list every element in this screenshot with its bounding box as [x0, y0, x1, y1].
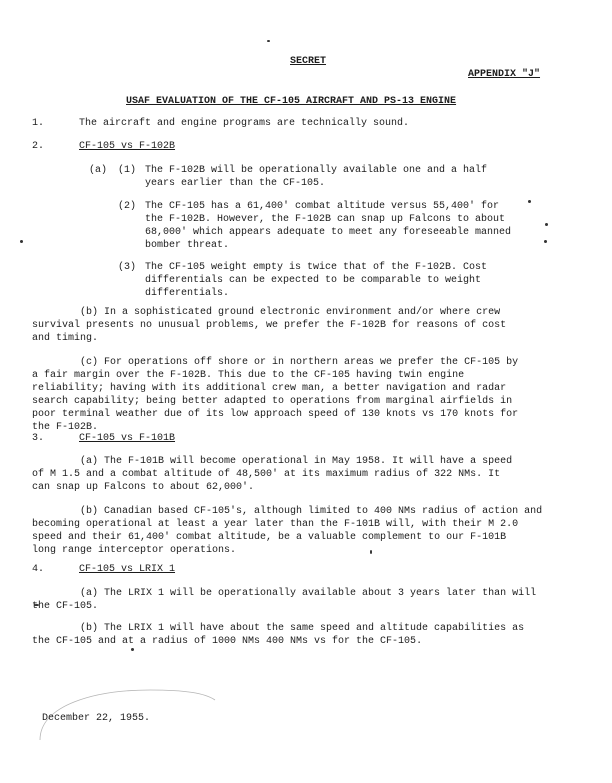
section-4-heading: CF-105 vs LRIX 1: [79, 564, 176, 575]
item-line: years earlier than the CF-105.: [145, 178, 326, 189]
section-2-heading: CF-105 vs F-102B: [79, 141, 176, 152]
section-2-number: 2.: [32, 141, 45, 152]
section-1-text: The aircraft and engine programs are technically sound.: [79, 118, 410, 129]
section-3-number: 3.: [32, 433, 45, 444]
speck: [528, 200, 531, 203]
item-line: 68,000' which appears adequate to meet any foreseeable manned: [145, 227, 512, 238]
item-line: bomber threat.: [145, 240, 230, 251]
paragraph-line: search capability; being better adapted to operations from marginal airfields in: [32, 396, 513, 407]
item-line: The CF-105 has a 61,400' combat altitude versus 55,400' for: [145, 201, 500, 212]
paragraph-line: long range interceptor operations.: [32, 545, 237, 556]
paragraph-line: can snap up Falcons to about 62,000'.: [32, 482, 255, 493]
speck: [267, 40, 270, 42]
paragraph-line: the CF-105.: [32, 601, 99, 612]
paragraph-line: poor terminal weather due of its low approach speed of 130 knots vs 170 knots for: [32, 409, 519, 420]
paragraph-line: the F-102B.: [32, 422, 99, 433]
paragraph-line: becoming operational at least a year later than the F-101B will, with their M 2.0: [32, 519, 519, 530]
section-1-number: 1.: [32, 118, 45, 129]
section-4-number: 4.: [32, 564, 45, 575]
paragraph-line: of M 1.5 and a combat altitude of 48,500' at its maximum radius of 322 NMs. It: [32, 469, 501, 480]
section-3-heading: CF-105 vs F-101B: [79, 433, 176, 444]
speck: [544, 240, 547, 243]
paragraph-line: and timing.: [32, 333, 99, 344]
paragraph-line: (a) The F-101B will become operational in May 1958. It will have a speed: [80, 456, 513, 467]
appendix-label: APPENDIX "J": [468, 69, 541, 80]
item-line: The CF-105 weight empty is twice that of the F-102B. Cost: [145, 262, 488, 273]
paragraph-line: (b) Canadian based CF-105's, although limited to 400 NMs radius of action and: [80, 506, 543, 517]
paragraph-line: reliability; having with its additional crew man, a better navigation and radar: [32, 383, 507, 394]
speck: [131, 648, 134, 651]
section-2-a-label: (a): [89, 165, 108, 176]
item-line: differentials.: [145, 288, 230, 299]
paragraph-line: survival presents no unusual problems, we prefer the F-102B for reasons of cost: [32, 320, 507, 331]
item-line: differentials can be expected to be comparable to weight: [145, 275, 482, 286]
item-number: (3): [118, 262, 137, 273]
document-title: USAF EVALUATION OF THE CF-105 AIRCRAFT AND PS-13 ENGINE: [126, 96, 457, 107]
item-line: the F-102B. However, the F-102B can snap up Falcons to about: [145, 214, 506, 225]
item-number: (1): [118, 165, 137, 176]
paragraph-line: the CF-105 and at a radius of 1000 NMs 400 NMs vs for the CF-105.: [32, 636, 423, 647]
speck: [20, 240, 23, 243]
item-number: (2): [118, 201, 137, 212]
speck: [545, 223, 548, 226]
item-line: The F-102B will be operationally available one and a half: [145, 165, 488, 176]
paragraph-line: (b) In a sophisticated ground electronic environment and/or where crew: [80, 307, 501, 318]
paragraph-line: a fair margin over the F-102B. This due to the CF-105 having twin engine: [32, 370, 465, 381]
paragraph-line: (b) The LRIX 1 will have about the same speed and altitude capabilities as: [80, 623, 525, 634]
document-date: December 22, 1955.: [42, 713, 151, 724]
paragraph-line: speed and their 61,400' combat altitude, be a valuable complement to our F-101B: [32, 532, 507, 543]
speck: [370, 550, 372, 554]
paragraph-line: (a) The LRIX 1 will be operationally available about 3 years later than will: [80, 588, 537, 599]
classification-marking: SECRET: [290, 56, 327, 67]
paragraph-line: (c) For operations off shore or in northern areas we prefer the CF-105 by: [80, 357, 519, 368]
